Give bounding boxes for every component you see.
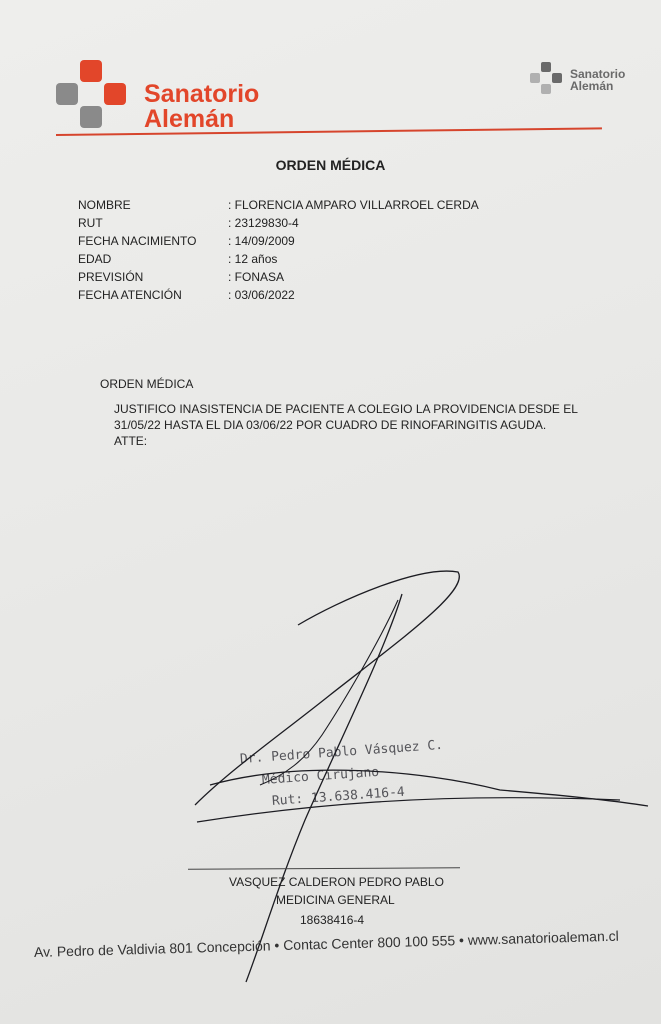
field-value-fecha-nacimiento: : 14/09/2009 [228, 234, 295, 248]
field-value-fecha-atencion: : 03/06/2022 [228, 288, 295, 302]
stamp-doctor-name: Dr. Pedro Pablo Vásquez C. [239, 737, 444, 767]
field-value-nombre: : FLORENCIA AMPARO VILLARROEL CERDA [228, 198, 479, 212]
stamp-doctor-title: Médico Cirujano [261, 764, 380, 788]
signer-name: VASQUEZ CALDERON PEDRO PABLO [229, 875, 444, 889]
signature-stroke-inner [260, 600, 398, 785]
signature-stroke-base [197, 798, 620, 822]
order-body-line-2: 31/05/22 HASTA EL DIA 03/06/22 POR CUADRO DE RINOFARINGITIS AGUDA. [114, 418, 547, 432]
footer-address: Av. Pedro de Valdivia 801 Concepción • Contac Center 800 100 555 • www.sanatorioaleman.cl [33, 927, 619, 960]
field-value-prevision: : FONASA [228, 270, 285, 284]
order-body-line-1: JUSTIFICO INASISTENCIA DE PACIENTE A COLEGIO LA PROVIDENCIA DESDE EL [114, 402, 578, 416]
field-label-fecha-atencion: FECHA ATENCIÓN [78, 288, 182, 302]
field-label-prevision: PREVISIÓN [78, 270, 144, 284]
order-body-line-3: ATTE: [114, 434, 148, 448]
stamp-doctor-rut: Rut: 13.638.416-4 [271, 784, 406, 809]
signer-id: 18638416-4 [300, 913, 365, 927]
signer-specialty: MEDICINA GENERAL [276, 893, 395, 907]
logo-line-2: Alemán [144, 105, 235, 133]
order-section-heading: ORDEN MÉDICA [100, 377, 194, 391]
logo-line-1: Sanatorio [144, 80, 260, 108]
field-value-edad: : 12 años [228, 252, 278, 266]
small-logo-line-2: Alemán [570, 79, 614, 93]
field-label-nombre: NOMBRE [78, 198, 131, 212]
field-label-edad: EDAD [78, 252, 112, 266]
document-title: ORDEN MÉDICA [275, 157, 386, 173]
field-label-rut: RUT [78, 216, 103, 230]
small-logo-line-1: Sanatorio [570, 67, 626, 81]
field-label-fecha-nacimiento: FECHA NACIMIENTO [78, 234, 197, 248]
field-value-rut: : 23129830-4 [228, 216, 299, 230]
signature-stroke-sweep [210, 770, 648, 806]
